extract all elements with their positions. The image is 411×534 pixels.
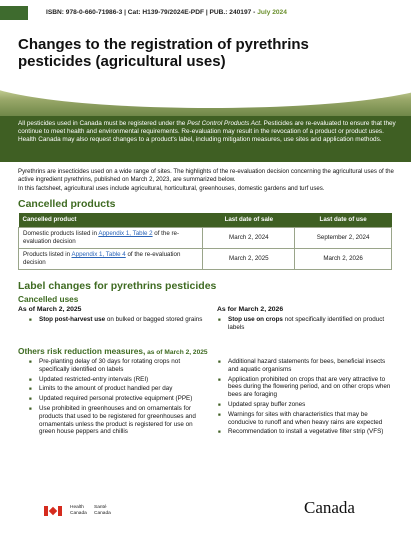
left-cancelled-list	[28, 316, 203, 326]
catalogue-number: Cat: H139-79/2024E-PDF	[127, 9, 204, 16]
table-row	[19, 248, 392, 269]
cancelled-products-heading: Cancelled products	[18, 198, 116, 210]
isbn: ISBN: 978-0-660-71986-3	[46, 9, 123, 16]
summary-paragraph-2: In this factsheet, agricultural uses include agricultural, horticultural, greenhouses, domestic gardens and turf uses.	[18, 185, 325, 192]
accent-block	[0, 6, 28, 20]
list-item	[217, 316, 392, 332]
list-item: ■ Updated required personal protective equipment (PPE)	[28, 395, 200, 403]
list-item	[28, 316, 203, 324]
table-cell-sale: March 2, 2024	[203, 227, 295, 248]
row-text: Products listed in	[23, 251, 72, 259]
canada-flag-icon	[44, 506, 62, 516]
summary-paragraph-1: Pyrethrins are insecticides used on a wide range of sites. The highlights of the re-evaluation decision concerning the agricultural uses of the active ingredient pyrethrins, published on March 2, 2023, are summarized below.	[18, 168, 394, 183]
list-item: ■ Limits to the amount of product handled per day	[28, 385, 200, 393]
list-item: ■ Updated restricted-entry intervals (REI)	[28, 376, 200, 384]
cancelled-uses-heading: Cancelled uses	[18, 294, 79, 304]
list-item: ■ Pre-planting delay of 30 days for rotating crops not specifically identified on labels	[28, 358, 200, 374]
intro-text-2: . Pesticides are re-evaluated to ensure that they continue to meet health and environmental requirements. Re-evaluation may result in the revocation of a product or product uses. Health Canada may also request changes to a product's label, including mitigation measures, use sites and application methods.	[18, 120, 396, 144]
hc-fr-line-1: Santé	[94, 505, 107, 510]
table-cell-product	[19, 248, 203, 269]
intro-box	[0, 116, 411, 162]
list-item: ■ Application prohibited on crops that are very attractive to bees during the flowering period, and on other crops when bees are foraging	[217, 376, 395, 399]
col-header-product: Cancelled product	[19, 213, 203, 227]
publication-meta: ISBN: 978-0-660-71986-3 | Cat: H139-79/2024E-PDF | PUB.: 240197 - July 2024	[46, 9, 287, 16]
health-canada-fr	[94, 505, 111, 516]
risk-list-right	[217, 358, 395, 438]
list-item: ■ Additional hazard statements for bees, beneficial insects and aquatic organisms	[217, 358, 395, 374]
health-canada-en	[70, 505, 87, 516]
cancelled-products-table	[18, 213, 392, 270]
row-text: Domestic products listed in	[23, 230, 99, 238]
hc-fr-line-2: Canada	[94, 510, 111, 516]
header-banner	[0, 88, 411, 116]
intro-text-1: All pesticides used in Canada must be registered under the	[18, 120, 188, 127]
col-header-sale: Last date of sale	[203, 213, 295, 227]
row-text: of the re-evaluation decision	[23, 251, 181, 266]
table-cell-product	[19, 227, 203, 248]
table-cell-sale: March 2, 2025	[203, 248, 295, 269]
hc-en-line-1: Health	[70, 505, 84, 510]
publication-meta-bar	[0, 0, 411, 28]
left-date-subhead: As of March 2, 2025	[18, 306, 82, 313]
table-cell-use: March 2, 2026	[295, 248, 392, 269]
risk-measures-heading	[18, 346, 208, 356]
banner-curve	[0, 88, 411, 108]
list-item: ■ Use prohibited in greenhouses and on ornamentals for products that used to be registered for greenhouses and ornamentals unless the product is registered for use on green house peppers and chillis	[28, 405, 200, 436]
hc-en-line-2: Canada	[70, 510, 87, 516]
flag-band-right	[58, 506, 62, 516]
appendix-link[interactable]: Appendix 1, Table 4	[71, 251, 126, 259]
list-item: ■ Warnings for sites with characteristics that may be conducive to runoff and when heavy rains are expected	[217, 411, 395, 427]
pub-number: PUB.: 240197	[209, 9, 252, 16]
appendix-link[interactable]: Appendix 1, Table 2	[98, 230, 153, 238]
list-item: ■ Updated spray buffer zones	[217, 401, 395, 409]
table-row	[19, 227, 392, 248]
risk-heading-text: Others risk reduction measures,	[18, 346, 146, 356]
risk-heading-date: as of March 2, 2025	[145, 349, 208, 356]
label-changes-heading: Label changes for pyrethrins pesticides	[18, 280, 217, 292]
page-title: Changes to the registration of pyrethrins pesticides (agricultural uses)	[18, 36, 309, 70]
table-cell-use: September 2, 2024	[295, 227, 392, 248]
canada-wordmark: Canada	[304, 498, 355, 517]
list-item-bold: Stop post-harvest use	[39, 316, 106, 323]
list-item: ■ Recommendation to install a vegetative filter strip (VFS)	[217, 428, 395, 436]
list-item-bold: Stop use on crops	[228, 316, 283, 323]
risk-list-left	[28, 358, 200, 438]
col-header-use: Last date of use	[295, 213, 392, 227]
intro-act-name: Pest Control Products Act	[187, 120, 261, 127]
right-date-subhead: As for March 2, 2026	[217, 306, 284, 313]
list-item-text: on bulked or bagged stored grains	[105, 316, 203, 323]
row-text: of the re-evaluation decision	[23, 230, 180, 245]
publication-date: July 2024	[257, 9, 287, 16]
right-cancelled-list	[217, 316, 392, 334]
list-item-text: not specifically identified on product labels	[228, 316, 385, 331]
